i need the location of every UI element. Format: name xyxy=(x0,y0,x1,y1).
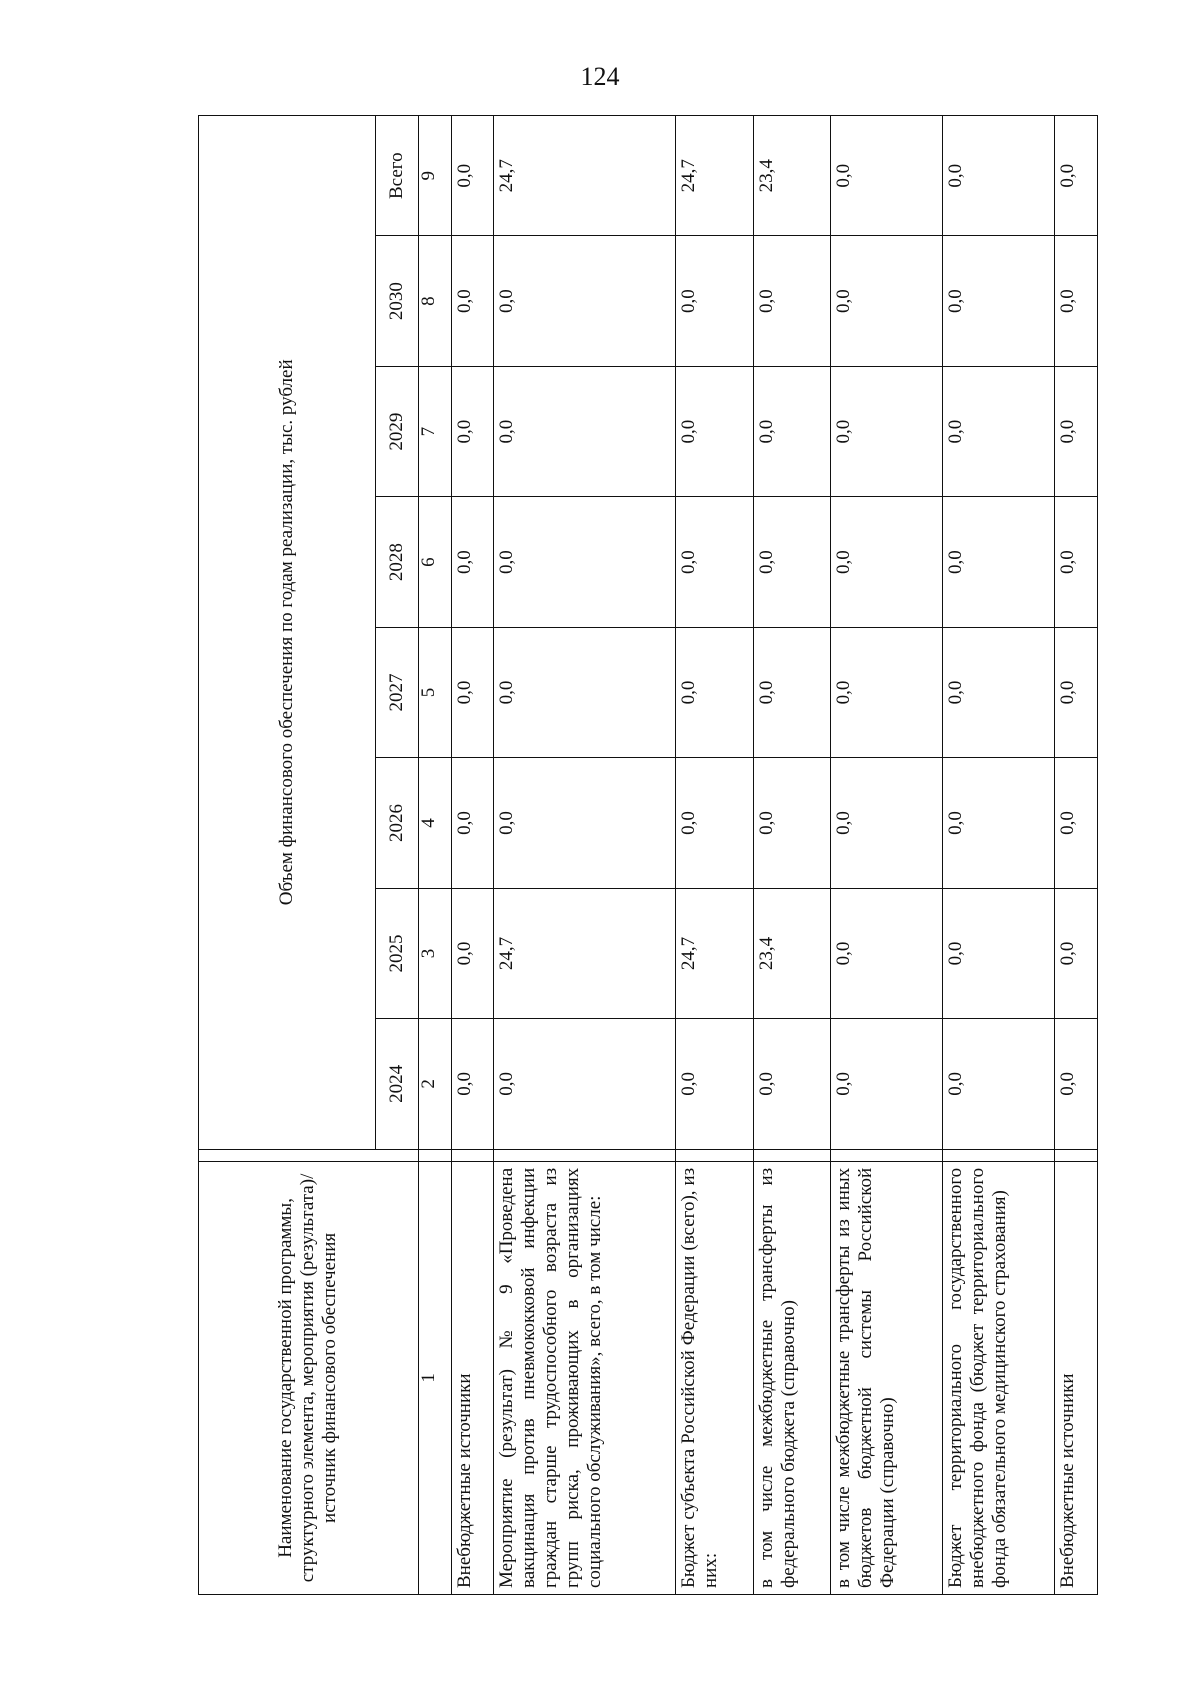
value-cell: 0,0 xyxy=(451,1019,494,1149)
rotated-table-container xyxy=(198,115,1098,1595)
value-cell: 0,0 xyxy=(676,627,753,757)
value-cell: 0,0 xyxy=(676,758,753,888)
value-cell: 0,0 xyxy=(943,888,1055,1018)
value-cell: 0,0 xyxy=(494,497,676,627)
value-cell: 0,0 xyxy=(451,758,494,888)
row-blank xyxy=(1055,1149,1098,1161)
value-cell: 0,0 xyxy=(830,627,942,757)
year-header: 2030 xyxy=(375,236,418,366)
table-row xyxy=(1055,116,1098,1595)
value-cell: 0,0 xyxy=(753,236,830,366)
value-cell: 0,0 xyxy=(1055,627,1098,757)
value-cell: 24,7 xyxy=(494,116,676,236)
value-cell: 0,0 xyxy=(451,236,494,366)
year-header: 2028 xyxy=(375,497,418,627)
value-cell: 0,0 xyxy=(451,497,494,627)
column-index: 4 xyxy=(418,758,451,888)
table-body xyxy=(451,116,1097,1595)
row-name: Внебюджетные источники xyxy=(1055,1161,1098,1594)
total-header: Всего xyxy=(375,116,418,236)
value-cell: 0,0 xyxy=(943,236,1055,366)
value-cell: 0,0 xyxy=(830,1019,942,1149)
value-cell: 0,0 xyxy=(494,627,676,757)
header-name: Наименование государственной программы, структурного элемента, мероприятия (результата)/источник финансового обеспечения xyxy=(199,1161,419,1594)
row-name: Мероприятие (результат) № 9 «Проведена вакцинация против пневмококковой инфекции граждан старше трудоспособного возраста из групп риска, проживающих в организациях социального обслуживания», всего, в том числе: xyxy=(494,1161,676,1594)
value-cell: 0,0 xyxy=(676,236,753,366)
header-blank xyxy=(199,1149,419,1161)
value-cell: 0,0 xyxy=(494,366,676,496)
value-cell: 0,0 xyxy=(676,1019,753,1149)
year-header: 2027 xyxy=(375,627,418,757)
table-row xyxy=(494,116,676,1595)
value-cell: 0,0 xyxy=(753,366,830,496)
column-index: 7 xyxy=(418,366,451,496)
year-header: 2024 xyxy=(375,1019,418,1149)
value-cell: 0,0 xyxy=(1055,1019,1098,1149)
value-cell: 0,0 xyxy=(1055,116,1098,236)
value-cell: 0,0 xyxy=(451,888,494,1018)
value-cell: 0,0 xyxy=(494,758,676,888)
financing-table xyxy=(198,115,1098,1595)
row-name: Внебюджетные источники xyxy=(451,1161,494,1594)
value-cell: 0,0 xyxy=(1055,497,1098,627)
value-cell: 0,0 xyxy=(1055,236,1098,366)
value-cell: 0,0 xyxy=(830,888,942,1018)
value-cell: 0,0 xyxy=(943,366,1055,496)
column-index: 9 xyxy=(418,116,451,236)
row-blank xyxy=(753,1149,830,1161)
value-cell: 0,0 xyxy=(830,236,942,366)
row-name: Бюджет территориального государственного внебюджетного фонда (бюджет территориального фонда обязательного медицинского страхования) xyxy=(943,1161,1055,1594)
value-cell: 0,0 xyxy=(451,627,494,757)
row-blank xyxy=(943,1149,1055,1161)
row-name: в том числе межбюджетные трансферты из иных бюджетов бюджетной системы Российской Федерации (справочно) xyxy=(830,1161,942,1594)
value-cell: 0,0 xyxy=(943,497,1055,627)
value-cell: 0,0 xyxy=(753,497,830,627)
value-cell: 24,7 xyxy=(676,888,753,1018)
value-cell: 0,0 xyxy=(830,497,942,627)
row-blank xyxy=(494,1149,676,1161)
value-cell: 0,0 xyxy=(943,1019,1055,1149)
year-header: 2026 xyxy=(375,758,418,888)
header-group: Объем финансового обеспечения по годам реализации, тыс. рублей xyxy=(199,116,376,1150)
table-row xyxy=(943,116,1055,1595)
value-cell: 0,0 xyxy=(1055,888,1098,1018)
value-cell: 0,0 xyxy=(676,497,753,627)
table-row xyxy=(676,116,753,1595)
column-index: 6 xyxy=(418,497,451,627)
column-index: 3 xyxy=(418,888,451,1018)
value-cell: 24,7 xyxy=(676,116,753,236)
row-name: в том числе межбюджетные трансферты из федерального бюджета (справочно) xyxy=(753,1161,830,1594)
value-cell: 0,0 xyxy=(943,627,1055,757)
value-cell: 0,0 xyxy=(830,366,942,496)
table-row xyxy=(753,116,830,1595)
value-cell: 23,4 xyxy=(753,116,830,236)
value-cell: 0,0 xyxy=(494,236,676,366)
row-blank xyxy=(830,1149,942,1161)
value-cell: 0,0 xyxy=(451,116,494,236)
value-cell: 0,0 xyxy=(753,1019,830,1149)
value-cell: 24,7 xyxy=(494,888,676,1018)
column-index: 2 xyxy=(418,1019,451,1149)
row-name: Бюджет субъекта Российской Федерации (всего), из них: xyxy=(676,1161,753,1594)
value-cell: 0,0 xyxy=(1055,366,1098,496)
year-header: 2029 xyxy=(375,366,418,496)
row-blank xyxy=(451,1149,494,1161)
table-row xyxy=(830,116,942,1595)
column-index-blank xyxy=(418,1149,451,1161)
value-cell: 0,0 xyxy=(943,758,1055,888)
value-cell: 0,0 xyxy=(830,758,942,888)
table-row xyxy=(451,116,494,1595)
value-cell: 0,0 xyxy=(753,758,830,888)
value-cell: 0,0 xyxy=(676,366,753,496)
value-cell: 0,0 xyxy=(830,116,942,236)
value-cell: 0,0 xyxy=(943,116,1055,236)
page-number: 124 xyxy=(580,62,620,91)
value-cell: 0,0 xyxy=(451,366,494,496)
value-cell: 0,0 xyxy=(753,627,830,757)
column-index: 5 xyxy=(418,627,451,757)
value-cell: 0,0 xyxy=(1055,758,1098,888)
row-blank xyxy=(676,1149,753,1161)
column-index: 1 xyxy=(418,1161,451,1594)
value-cell: 23,4 xyxy=(753,888,830,1018)
year-header: 2025 xyxy=(375,888,418,1018)
column-index: 8 xyxy=(418,236,451,366)
value-cell: 0,0 xyxy=(494,1019,676,1149)
